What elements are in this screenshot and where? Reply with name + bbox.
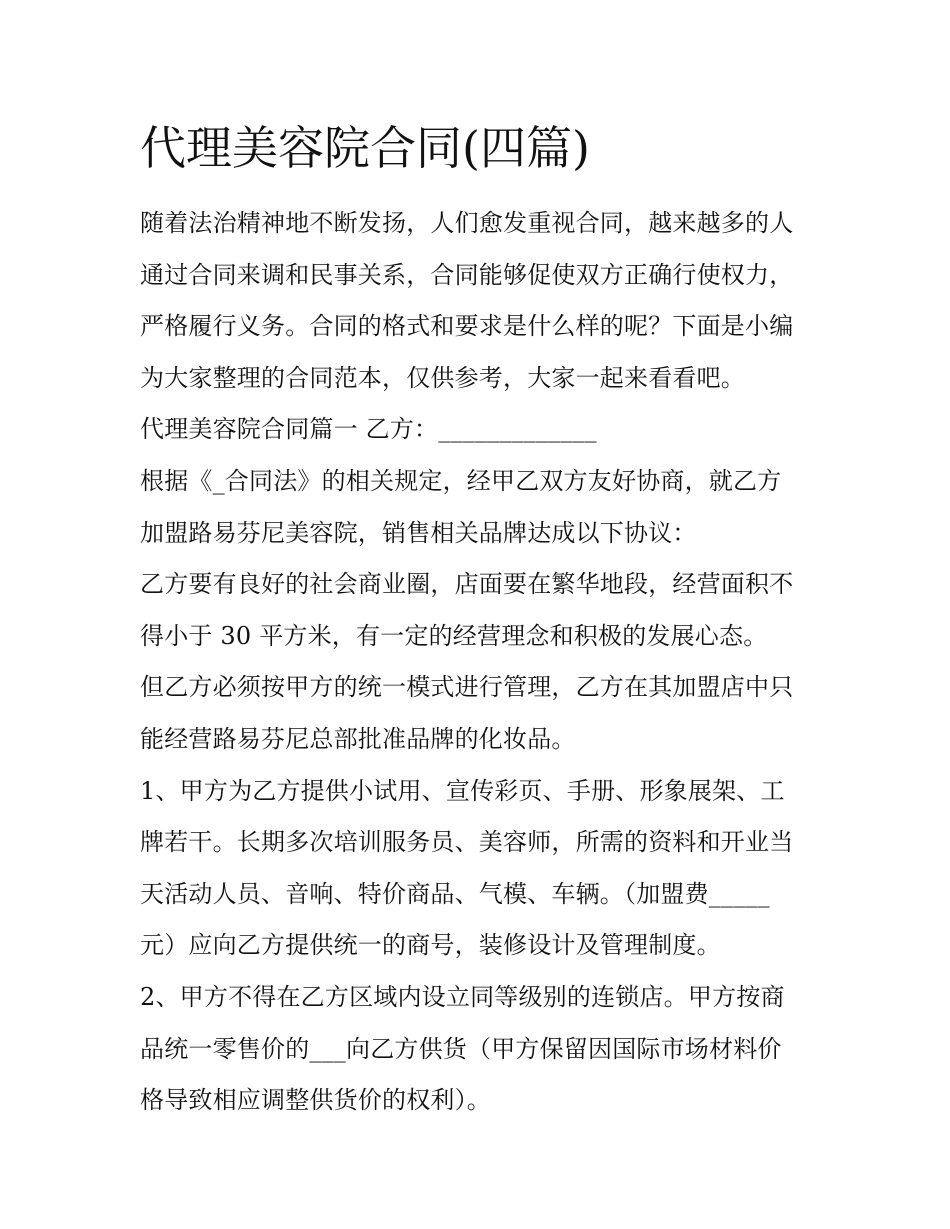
- paragraph-line: 得小于 30 平方米，有一定的经营理念和积极的发展心态。: [140, 621, 768, 650]
- clause-line: 元）应向乙方提供统一的商号，装修设计及管理制度。: [140, 931, 721, 960]
- clause-line: 品统一零售价的___向乙方供货（甲方保留因国际市场材料价: [140, 1034, 782, 1063]
- clause-line: 牌若干。长期多次培训服务员、美容师，所需的资料和开业当: [140, 828, 794, 857]
- paragraph-line: 严格履行义务。合同的格式和要求是什么样的呢？下面是小编: [140, 312, 794, 341]
- paragraph-line: 但乙方必须按甲方的统一模式进行管理，乙方在其加盟店中只: [140, 673, 794, 702]
- section-heading-line: 代理美容院合同篇一 乙方：_____________: [140, 415, 597, 444]
- clause-line: 2、甲方不得在乙方区域内设立同等级别的连锁店。甲方按商: [140, 982, 785, 1011]
- paragraph-line: 为大家整理的合同范本，仅供参考，大家一起来看看吧。: [140, 363, 745, 392]
- clause-line: 1、甲方为乙方提供小试用、宣传彩页、手册、形象展架、工: [140, 776, 785, 805]
- paragraph-line: 根据《_合同法》的相关规定，经甲乙双方友好协商，就乙方: [140, 466, 782, 495]
- document-body: [140, 198, 820, 1127]
- paragraph-line: 加盟路易芬尼美容院，销售相关品牌达成以下协议：: [140, 518, 697, 547]
- paragraph-line: 通过合同来调和民事关系，合同能够促使双方正确行使权力，: [140, 260, 794, 289]
- paragraph-line: 乙方要有良好的社会商业圈，店面要在繁华地段，经营面积不: [140, 570, 794, 599]
- clause-line: 天活动人员、音响、特价商品、气模、车辆。（加盟费_____: [140, 879, 770, 908]
- paragraph-line: 随着法治精神地不断发扬，人们愈发重视合同，越来越多的人: [140, 209, 794, 237]
- document-title: 代理美容院合同(四篇): [140, 121, 590, 175]
- paragraph-line: 能经营路易芬尼总部批准品牌的化妆品。: [140, 724, 576, 753]
- clause-line: 格导致相应调整供货价的权利）。: [140, 1086, 491, 1115]
